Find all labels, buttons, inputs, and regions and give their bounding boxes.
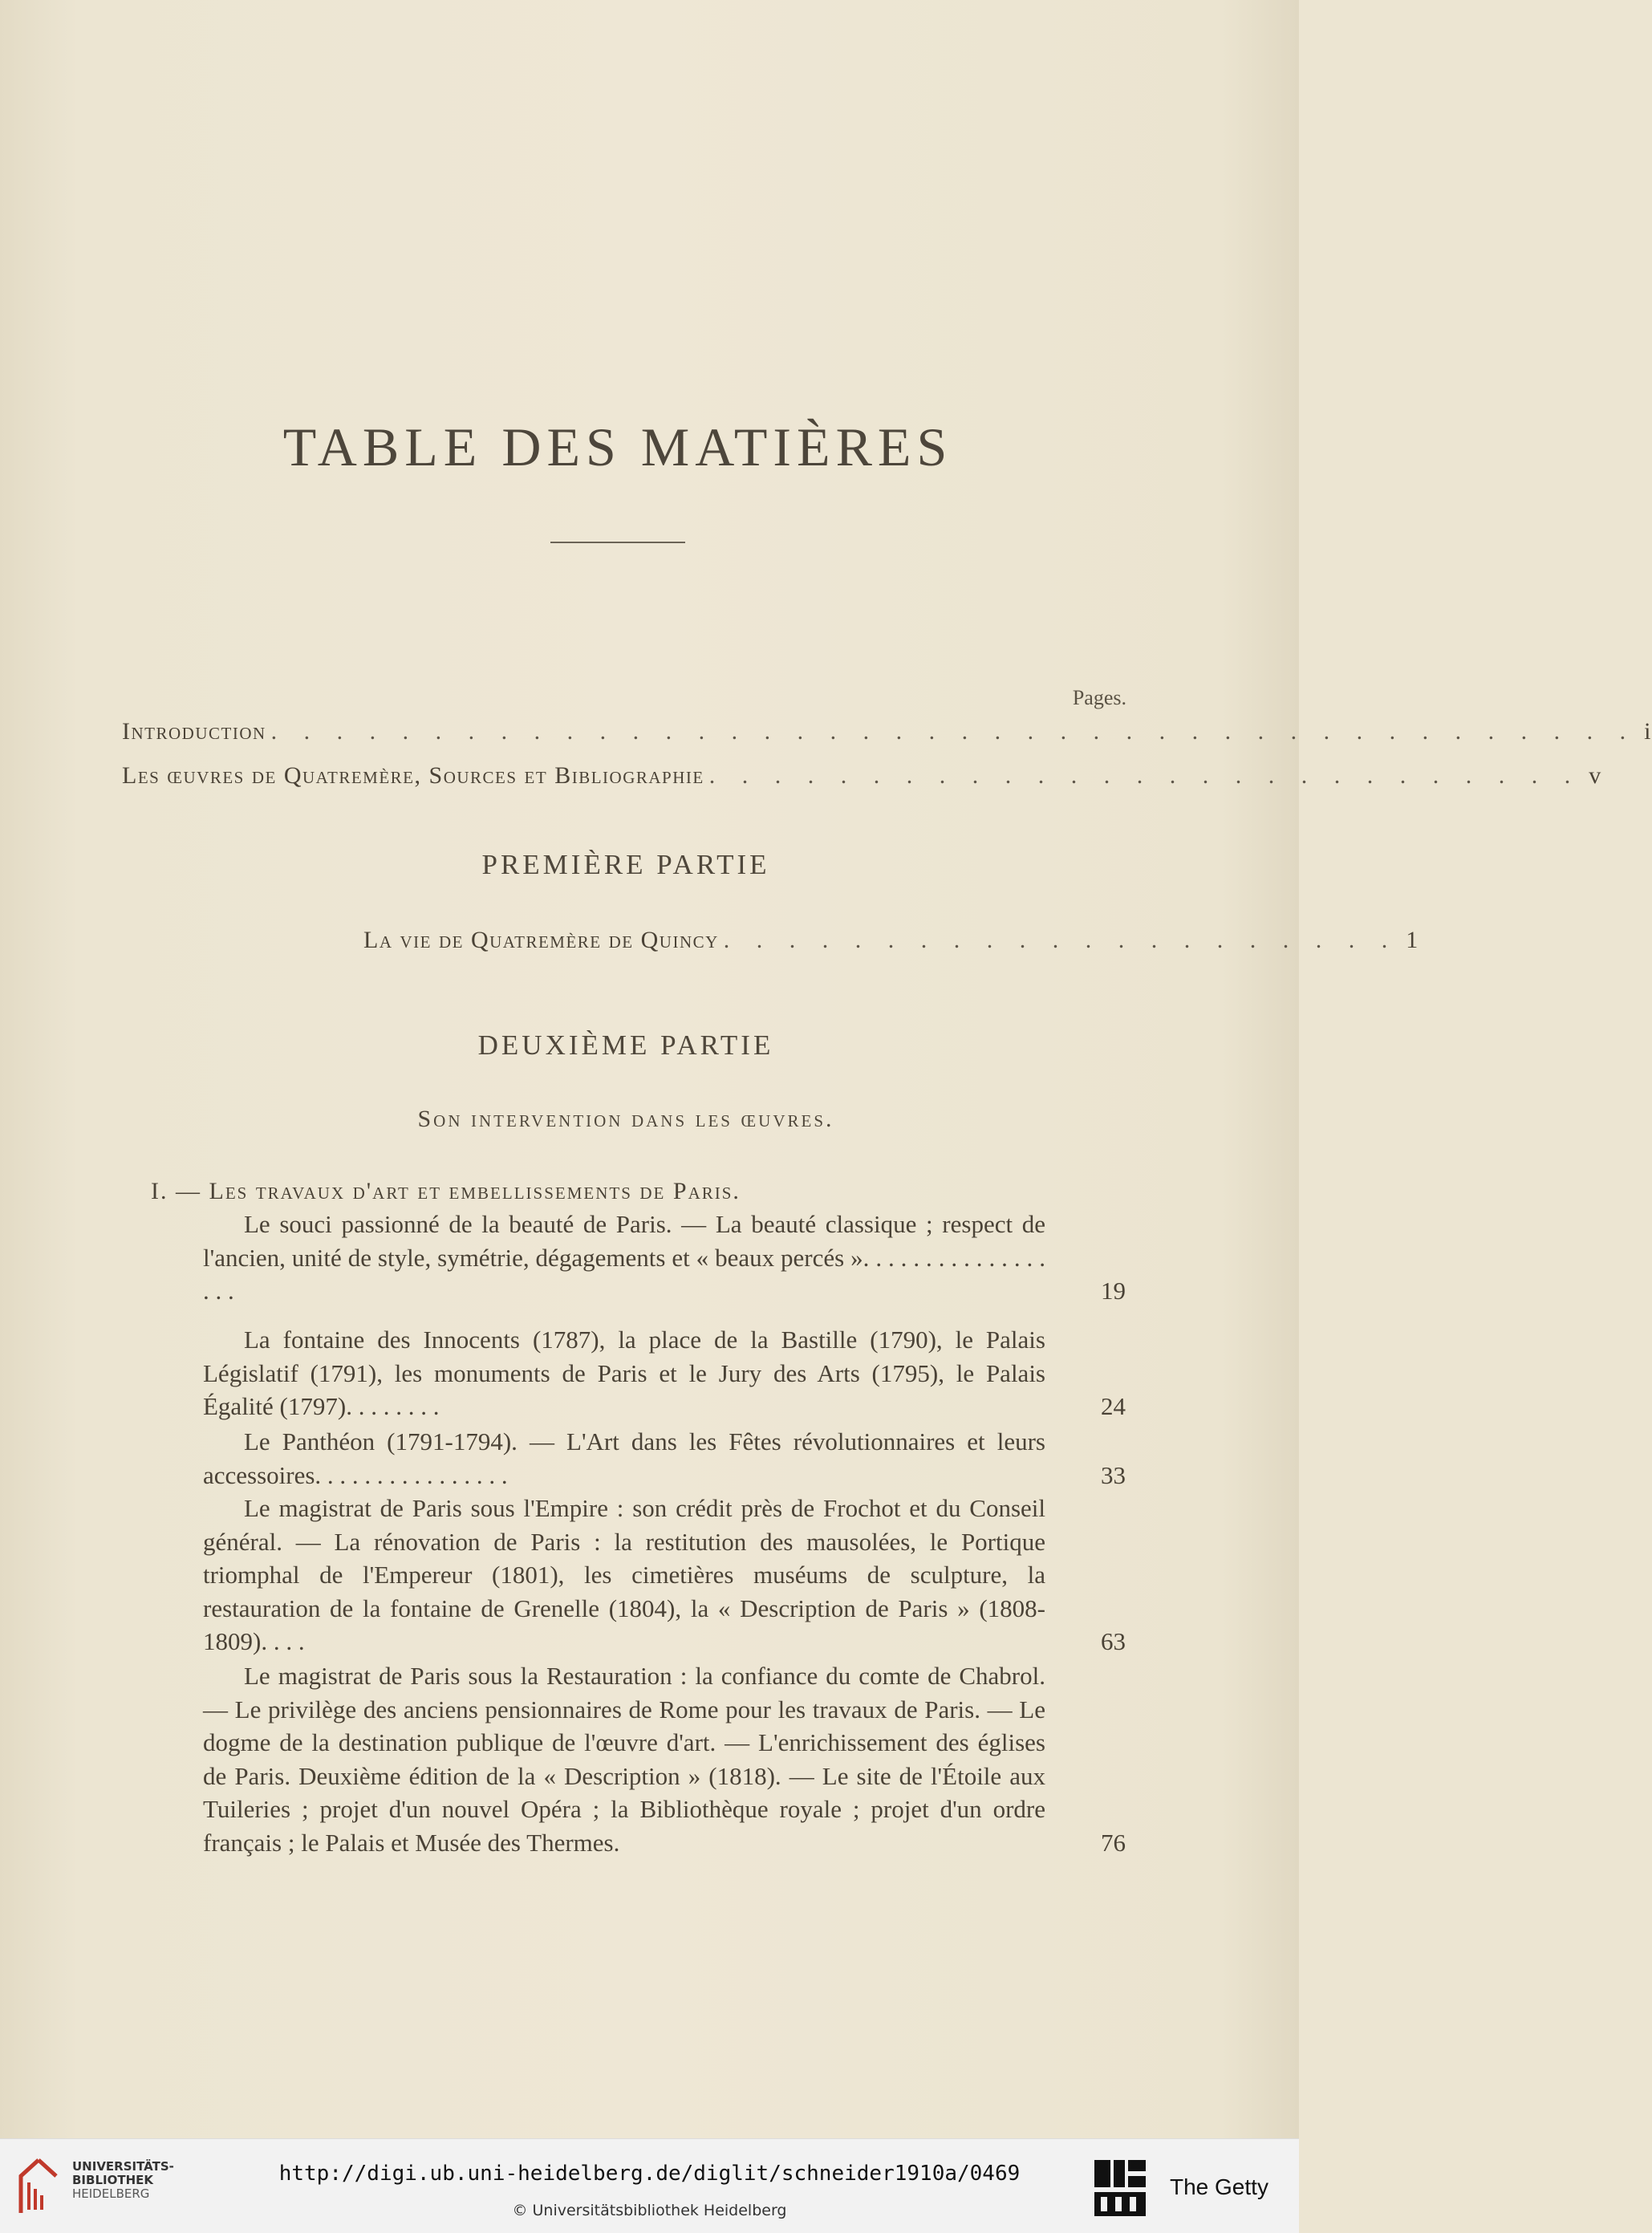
- viewer-footer: [0, 2138, 1299, 2233]
- toc-entry-part-one: [363, 927, 1419, 954]
- page-title: TABLE DES MATIÈRES: [282, 416, 953, 477]
- library-name-line: HEIDELBERG: [72, 2186, 150, 2201]
- pages-column-header: Pages.: [1072, 686, 1126, 709]
- toc-entry-label: La vie de Quatremère de Quincy: [363, 927, 719, 953]
- toc-entry-page: 1: [1406, 927, 1419, 953]
- leader-dots: . . . . . . . . . . . . . . . . . . . . . . . . . . . . . . . . . . . . . . . . . .: [270, 718, 1637, 745]
- paragraph-page: 24: [1101, 1392, 1126, 1420]
- toc-entry-oeuvres: [122, 762, 1602, 790]
- paragraph-page: 33: [1101, 1460, 1126, 1489]
- library-name-line: BIBLIOTHEK: [72, 2173, 153, 2187]
- partner-name[interactable]: The Getty: [1170, 2174, 1268, 2199]
- toc-entry-introduction: [122, 718, 1652, 745]
- toc-entry-label: Introduction: [122, 718, 266, 745]
- paragraph-page: 19: [1101, 1277, 1126, 1305]
- paragraph-text: Le magistrat de Paris sous la Restauration : la confiance du comte de Chabrol. — Le privilège des anciens pensionnaires de Rome pour les travaux de Paris. — Le dogme de la destination publique de l'œuvre d'art. — L'enrichissement des églises de Paris. Deuxième édition de la « Description » (1818). — Le site de l'Étoile aux Tuileries ; projet d'un nouvel Opéra ; la Bibliothèque royale ; projet d'un ordre français ; le Palais et Musée des Thermes.: [203, 1662, 1045, 1857]
- leader-dots: . . . . . . . . . . . . . . . . . . . . . . . . . . .: [708, 762, 1581, 789]
- toc-paragraph: [203, 1208, 1126, 1308]
- leader-dots: . . . . . . . . . . . . . . . . . . . . .: [723, 927, 1398, 953]
- paragraph-text: Le souci passionné de la beauté de Paris. — La beauté classique ; respect de l'ancien, unité de style, symétrie, dégagements et « beaux percés ». . . . . . . . . . . . . . . . . .: [203, 1210, 1045, 1305]
- permalink-url[interactable]: http://digi.ub.uni-heidelberg.de/diglit/schneider1910a/0469: [278, 2162, 1021, 2186]
- chapter-title: Les travaux d'art et embellissements de Paris.: [209, 1178, 741, 1204]
- copyright-notice: © Universitätsbibliothek Heidelberg: [512, 2202, 787, 2219]
- toc-paragraph: [203, 1425, 1126, 1492]
- toc-entry-page: i: [1644, 718, 1652, 745]
- toc-paragraph: [203, 1323, 1126, 1423]
- part-two-heading: DEUXIÈME PARTIE: [477, 1029, 774, 1061]
- part-two-subheading: Son intervention dans les œuvres.: [417, 1106, 834, 1132]
- toc-paragraph: [203, 1492, 1126, 1659]
- paragraph-text: La fontaine des Innocents (1787), la place de la Bastille (1790), le Palais Législatif (1791), les monuments de Paris et le Jury des Arts (1795), le Palais Égalité (1797). . . . . . . .: [203, 1326, 1045, 1420]
- chapter-heading: [151, 1178, 741, 1205]
- toc-entry-label: Les œuvres de Quatremère, Sources et Bibliographie: [122, 762, 704, 789]
- chapter-number: I. —: [151, 1178, 201, 1204]
- paragraph-text: Le Panthéon (1791-1794). — L'Art dans les Fêtes révolutionnaires et leurs accessoires. . . . . . . . . . . . . . . .: [203, 1427, 1045, 1489]
- library-name-line: UNIVERSITÄTS-: [72, 2159, 174, 2174]
- paragraph-page: 76: [1101, 1828, 1126, 1857]
- paragraph-page: 63: [1101, 1627, 1126, 1655]
- paragraph-text: Le magistrat de Paris sous l'Empire : son crédit près de Frochot et du Conseil général. — La rénovation de Paris : la restitution des mausolées, le Portique triomphal de l'Empereur (1801), les cimetières muséums de sculpture, la restauration de la fontaine de Grenelle (1804), la « Description de Paris » (1808-1809). . . .: [203, 1494, 1045, 1655]
- getty-logo-icon[interactable]: [1093, 2158, 1147, 2219]
- part-one-heading: PREMIÈRE PARTIE: [481, 849, 770, 880]
- title-rule: [550, 542, 685, 543]
- toc-entry-page: v: [1589, 762, 1602, 789]
- toc-paragraph: [203, 1659, 1126, 1859]
